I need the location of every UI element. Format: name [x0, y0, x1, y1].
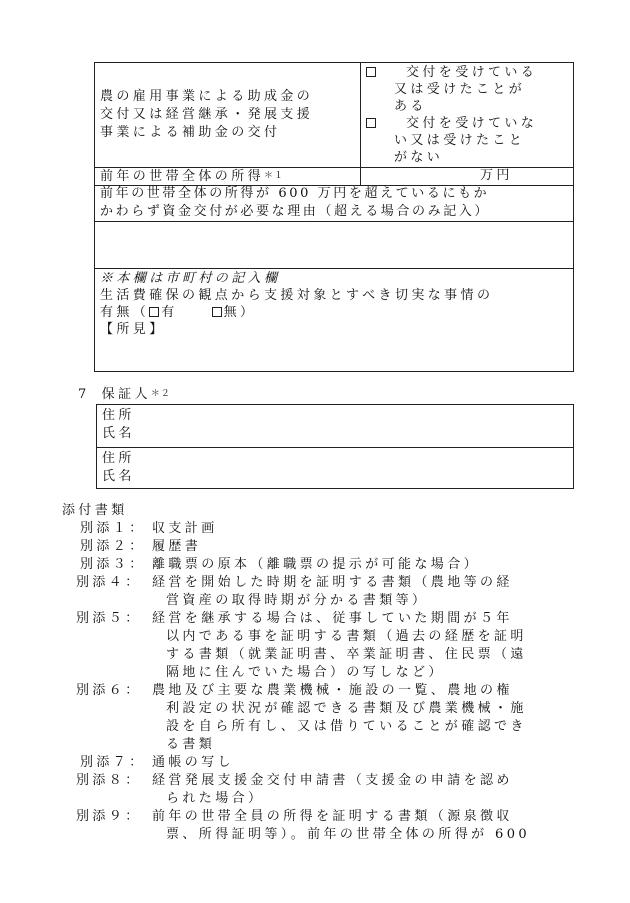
table-divider — [360, 167, 361, 185]
option-not-received-line: がない — [394, 150, 444, 165]
municipality-yesno: 有無（ 有 無） — [100, 305, 257, 320]
attachment-label: 別添６： — [76, 683, 142, 698]
attachment-text: 履歴書 — [152, 539, 202, 554]
attachment-text: 以内である事を証明する書類（過去の経歴を証明 — [166, 629, 527, 644]
attachments-heading: 添付書類 — [62, 503, 128, 518]
attachment-text: する書類（就業証明書、卒業証明書、住民票（遠 — [166, 647, 527, 662]
opinion-label: 【所見】 — [100, 322, 166, 337]
attachment-label: 別添３： — [80, 557, 146, 572]
table-divider — [360, 62, 361, 167]
attachment-text: 隔地に住んでいた場合）の写しなど） — [166, 665, 445, 680]
attachment-label: 別添５： — [76, 611, 142, 626]
municipality-line: 生活費確保の観点から支援対象とすべき切実な事情の — [100, 288, 494, 303]
table-divider — [96, 447, 574, 448]
option-received-line: 又は受けたことが — [394, 82, 526, 97]
attachment-text: 離職票の原本（離職票の提示が可能な場合） — [152, 557, 481, 572]
option-received-line: 交付を受けている — [406, 65, 538, 80]
reason-label-line: 前年の世帯全体の所得が 600 万円を超えているにもか — [100, 186, 490, 201]
attachment-text: 収支計画 — [152, 521, 218, 536]
option-not-received-line: 交付を受けていな — [406, 116, 538, 131]
attachment-label: 別添２： — [80, 539, 146, 554]
guarantor-name-label: 氏名 — [102, 426, 135, 441]
attachment-text: 票、所得証明等）。前年の世帯全体の所得が 600 — [166, 827, 531, 842]
attachment-text: 設を自ら所有し、又は借りていることが確認でき — [166, 719, 527, 734]
guarantor-address-label: 住所 — [102, 451, 135, 466]
income-label: 前年の世帯全体の所得$^{*1}$ — [100, 169, 285, 184]
reason-label-line: かわらず資金交付が必要な理由（超える場合のみ記入） — [100, 204, 491, 219]
reason-input-area[interactable] — [95, 222, 573, 267]
attachment-text: 農地及び主要な農業機械・施設の一覧、農地の権 — [152, 683, 513, 698]
option-not-received-checkbox[interactable] — [366, 115, 378, 133]
attachment-label: 別添８： — [76, 773, 142, 788]
attachment-text: る書類 — [166, 737, 216, 752]
attachment-label: 別添９： — [76, 809, 142, 824]
option-received-line: ある — [394, 99, 427, 114]
option-not-received-line: い又は受けたこと — [394, 133, 526, 148]
attachment-text: 経営を継承する場合は、従事していた期間が５年 — [152, 611, 513, 626]
attachment-label: 別添４： — [76, 575, 142, 590]
attachment-label: 別添１： — [80, 521, 146, 536]
guarantor-address-label: 住所 — [102, 408, 135, 423]
income-footnote-mark: ＊１ — [264, 171, 285, 181]
attachment-text: 利設定の状況が確認できる書類及び農業機械・施 — [166, 701, 527, 716]
municipality-no-checkbox[interactable] — [212, 307, 222, 317]
income-unit: 万円 — [480, 168, 513, 183]
table-divider — [94, 268, 574, 269]
attachment-text: 前年の世帯全員の所得を証明する書類（源泉徴収 — [152, 809, 513, 824]
attachment-text: られた場合） — [166, 791, 265, 806]
attachment-text: 経営発展支援金交付申請書（支援金の申請を認め — [152, 773, 513, 788]
guarantor-heading: 7 保証人$^{*2}$ — [78, 387, 171, 402]
grant-label-line: 農の雇用事業による助成金の — [100, 89, 314, 104]
municipality-yes-checkbox[interactable] — [149, 307, 159, 317]
guarantor-name-label: 氏名 — [102, 469, 135, 484]
attachment-text: 営資産の取得時期が分かる書類等） — [166, 593, 429, 608]
grant-label-line: 交付又は経営継承・発展支援 — [100, 107, 314, 122]
attachment-text: 通帳の写し — [152, 755, 235, 770]
option-received-checkbox[interactable] — [366, 64, 378, 82]
municipality-title: ※本欄は市町村の記入欄 — [100, 271, 281, 286]
attachment-text: 経営を開始した時期を証明する書類（農地等の経 — [152, 575, 513, 590]
attachment-label: 別添７： — [80, 755, 146, 770]
grant-label-line: 事業による補助金の交付 — [100, 125, 281, 140]
